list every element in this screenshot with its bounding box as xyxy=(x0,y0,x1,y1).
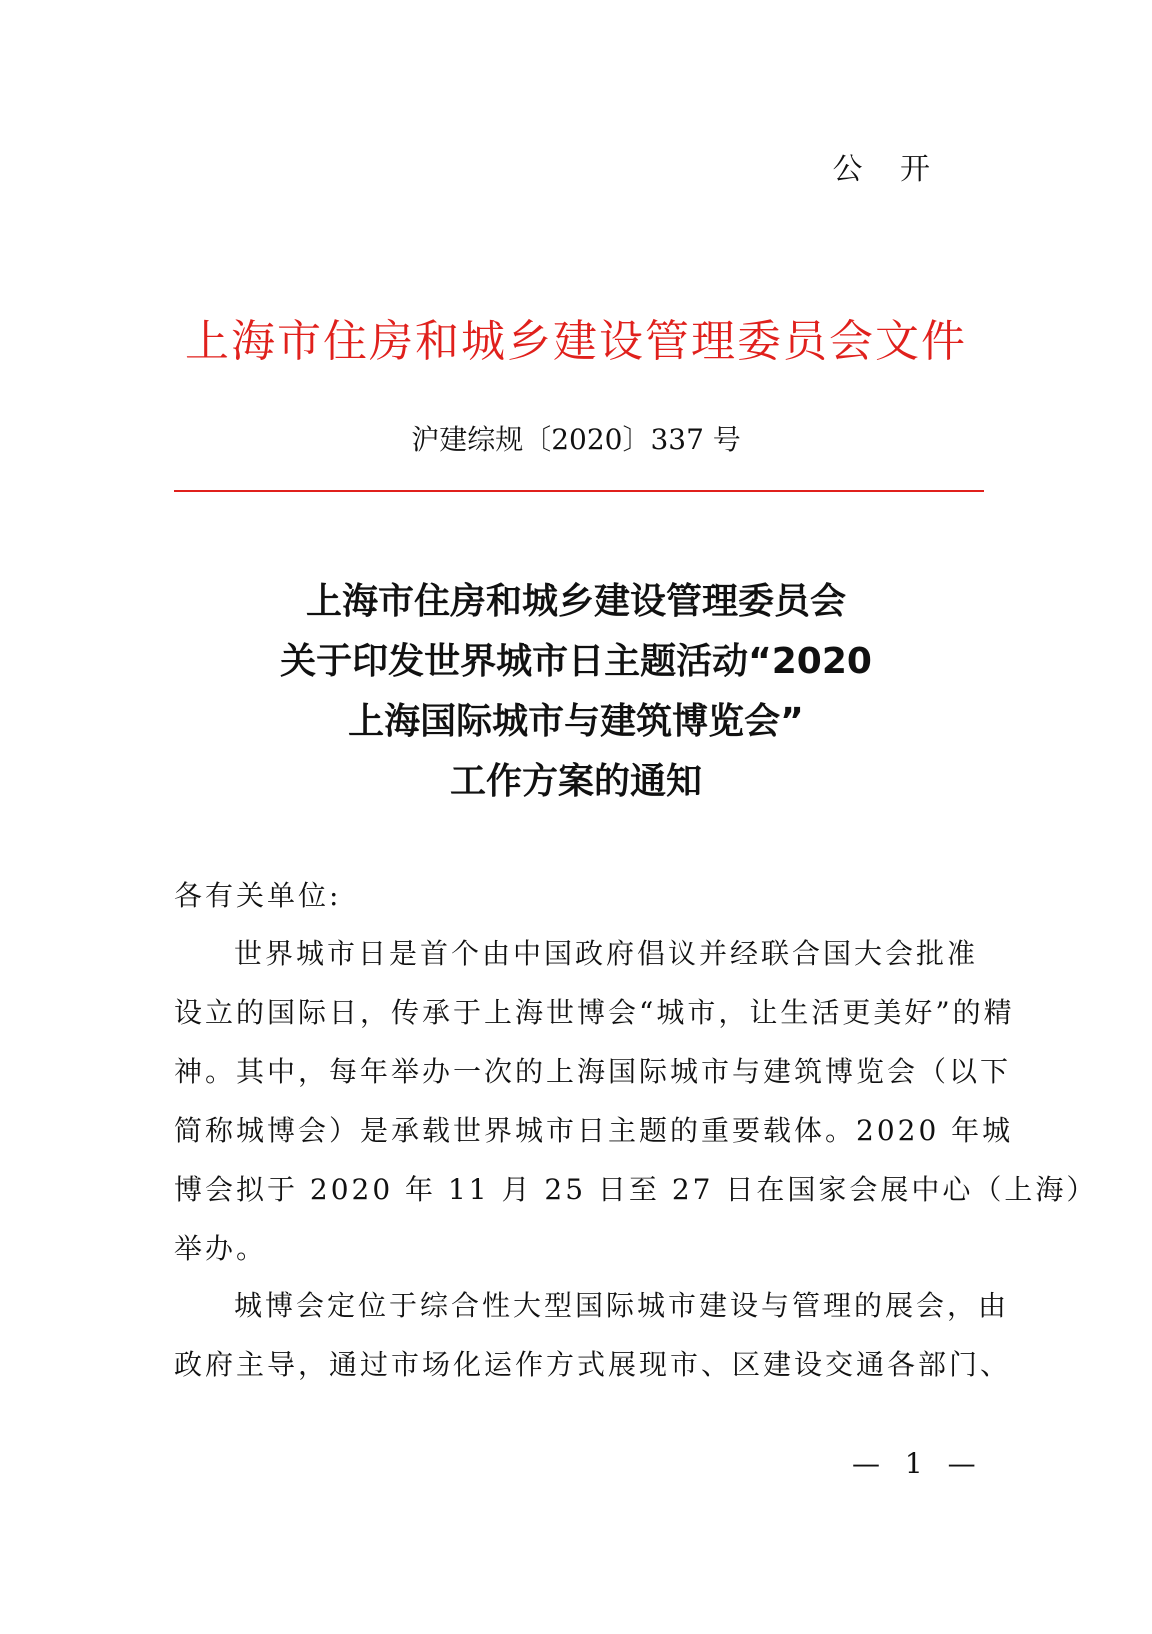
paragraph-line: 举办。 xyxy=(174,1232,268,1265)
body-paragraph-2 xyxy=(174,1276,1012,1394)
title-line-1: 上海市住房和城乡建设管理委员会 xyxy=(305,581,846,622)
paragraph-line: 设立的国际日，传承于上海世博会“城市，让生活更美好”的精 xyxy=(174,996,1015,1029)
body-paragraph-1 xyxy=(174,924,1098,1278)
title-line-3: 上海国际城市与建筑博览会” xyxy=(348,701,804,742)
salutation: 各有关单位: xyxy=(174,879,342,912)
title-line-2: 关于印发世界城市日主题活动“2020 xyxy=(280,641,872,682)
paragraph-line: 神。其中，每年举办一次的上海国际城市与建筑博览会（以下 xyxy=(174,1055,1012,1088)
paragraph-line: 简称城博会）是承载世界城市日主题的重要载体。2020 年城 xyxy=(174,1114,1014,1147)
paragraph-line: 博会拟于 2020 年 11 月 25 日至 27 日在国家会展中心（上海） xyxy=(174,1173,1098,1206)
document-title xyxy=(0,572,1152,812)
issuer-heading: 上海市住房和城乡建设管理委员会文件 xyxy=(185,316,967,367)
red-divider-line xyxy=(174,490,984,492)
paragraph-line: 城博会定位于综合性大型国际城市建设与管理的展会，由 xyxy=(234,1289,1010,1322)
paragraph-line: 政府主导，通过市场化运作方式展现市、区建设交通各部门、 xyxy=(174,1348,1012,1381)
classification-label: 公 开 xyxy=(832,152,944,187)
title-line-4: 工作方案的通知 xyxy=(449,761,702,802)
page-number: — 1 — xyxy=(852,1447,984,1480)
paragraph-line: 世界城市日是首个由中国政府倡议并经联合国大会批准 xyxy=(234,937,979,970)
document-number: 沪建综规〔2020〕337 号 xyxy=(411,423,741,456)
